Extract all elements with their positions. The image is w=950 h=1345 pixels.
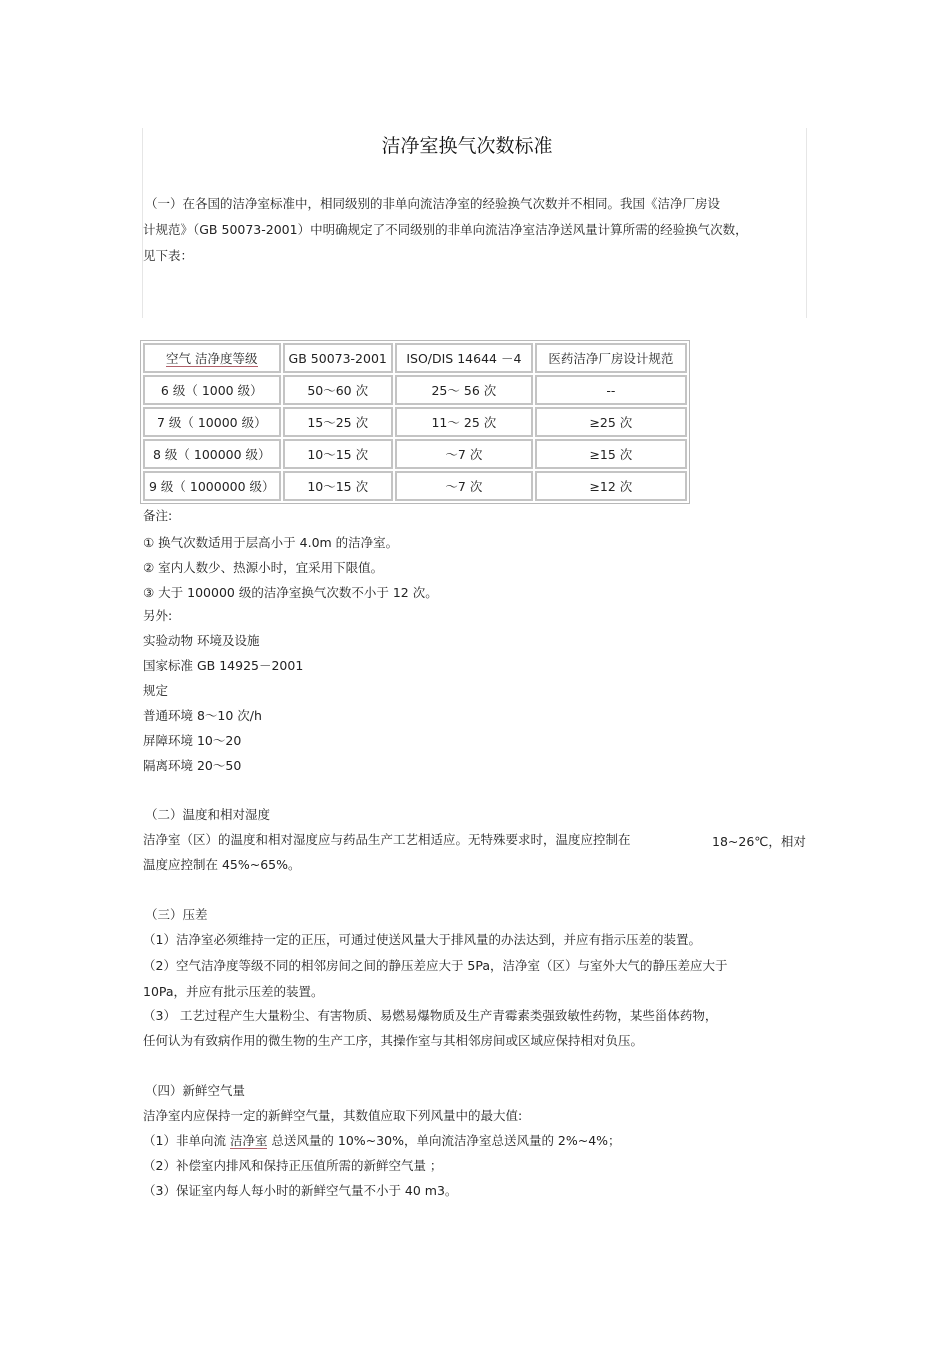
note-item: ③ 大于 100000 级的洁净室换气次数不小于 12 次。 <box>143 585 438 600</box>
table-row <box>143 471 687 501</box>
other-line: 规定 <box>143 683 169 698</box>
table-cell: 25～ 56 次 <box>395 375 533 405</box>
table-cell: ～7 次 <box>395 471 533 501</box>
note-item: ① 换气次数适用于层高小于 4.0m 的洁净室。 <box>143 535 399 550</box>
table-cell: 50～60 次 <box>283 375 393 405</box>
table-row <box>143 375 687 405</box>
section3-line: （2）空气洁净度等级不同的相邻房间之间的静压差应大于 5Pa，洁净室（区）与室外大气的静压差应大于 <box>143 958 728 973</box>
note-item: ② 室内人数少、热源小时，宜采用下限值。 <box>143 560 384 575</box>
table-cell: 15～25 次 <box>283 407 393 437</box>
section4-heading: （四）新鲜空气量 <box>145 1083 246 1098</box>
table-row <box>143 407 687 437</box>
table-cell: ≥15 次 <box>535 439 687 469</box>
section2-line-2: 温度应控制在 45%~65%。 <box>143 857 301 872</box>
section3-line: （3） 工艺过程产生大量粉尘、有害物质、易燃易爆物质及生产青霉素类强致敏性药物，某些甾体药物， <box>143 1008 718 1023</box>
table-header-row <box>143 343 687 373</box>
other-line: 国家标准 GB 14925－2001 <box>143 658 304 673</box>
table-cell: 9 级（ 1000000 级） <box>143 471 281 501</box>
table-cell: 7 级（ 10000 级） <box>143 407 281 437</box>
table-cell: ≥25 次 <box>535 407 687 437</box>
other-line: 普通环境 8～10 次/h <box>143 708 262 723</box>
section4-item-3: （3）保证室内每人每小时的新鲜空气量不小于 40 m3。 <box>143 1183 458 1198</box>
section3-heading: （三）压差 <box>145 907 208 922</box>
section3-line: 10Pa，并应有批示压差的装置。 <box>143 984 324 999</box>
table-row <box>143 439 687 469</box>
table-cell: 10～15 次 <box>283 471 393 501</box>
table-header-cell: 医药洁净厂房设计规范 <box>535 343 687 373</box>
section2-line-1-right: 18~26℃，相对 <box>712 834 806 849</box>
section2-line-1: 洁净室（区）的温度和相对湿度应与药品生产工艺相适应。无特殊要求时，温度应控制在 <box>143 832 631 847</box>
table-header-cell: 空气 洁净度等级 <box>143 343 281 373</box>
section3-line: 任何认为有致病作用的微生物的生产工序，其操作室与其相邻房间或区域应保持相对负压。 <box>143 1033 644 1048</box>
other-line: 隔离环境 20～50 <box>143 758 242 773</box>
section4-item-2: （2）补偿室内排风和保持正压值所需的新鲜空气量 ； <box>143 1158 443 1173</box>
table-header-cell: GB 50073-2001 <box>283 343 393 373</box>
table-cell: 6 级（ 1000 级） <box>143 375 281 405</box>
document-title: 洁净室换气次数标准 <box>381 135 553 157</box>
section2-heading: （二）温度和相对湿度 <box>145 807 271 822</box>
table-cell: 10～15 次 <box>283 439 393 469</box>
other-line: 屏障环境 10～20 <box>143 733 242 748</box>
other-line: 另外: <box>143 608 173 623</box>
air-change-table <box>140 340 690 504</box>
section1-line-3: 见下表： <box>143 248 194 263</box>
other-line: 实验动物 环境及设施 <box>143 633 260 648</box>
section1-line-2: 计规范》（GB 50073-2001）中明确规定了不同级别的非单向流洁净室洁净送风量计算所需的经验换气次数， <box>143 222 748 237</box>
section4-item-1: （1）非单向流 洁净室 总送风量的 10%~30%，单向流洁净室总送风量的 2%~4%； <box>143 1133 621 1148</box>
table-cell: 11～ 25 次 <box>395 407 533 437</box>
section1-line-1: （一）在各国的洁净室标准中，相同级别的非单向流洁净室的经验换气次数并不相同。我国《洁净厂房设 <box>145 196 721 211</box>
section4-intro: 洁净室内应保持一定的新鲜空气量，其数值应取下列风量中的最大值: <box>143 1108 523 1123</box>
table-cell: 8 级（ 100000 级） <box>143 439 281 469</box>
table-header-cell: ISO/DIS 14644 －4 <box>395 343 533 373</box>
section3-line: （1）洁净室必须维持一定的正压，可通过使送风量大于排风量的办法达到，并应有指示压差的装置。 <box>143 932 701 947</box>
table-cell: ～7 次 <box>395 439 533 469</box>
table-cell: ≥12 次 <box>535 471 687 501</box>
table-cell: -- <box>535 375 687 405</box>
notes-label: 备注: <box>143 508 173 523</box>
